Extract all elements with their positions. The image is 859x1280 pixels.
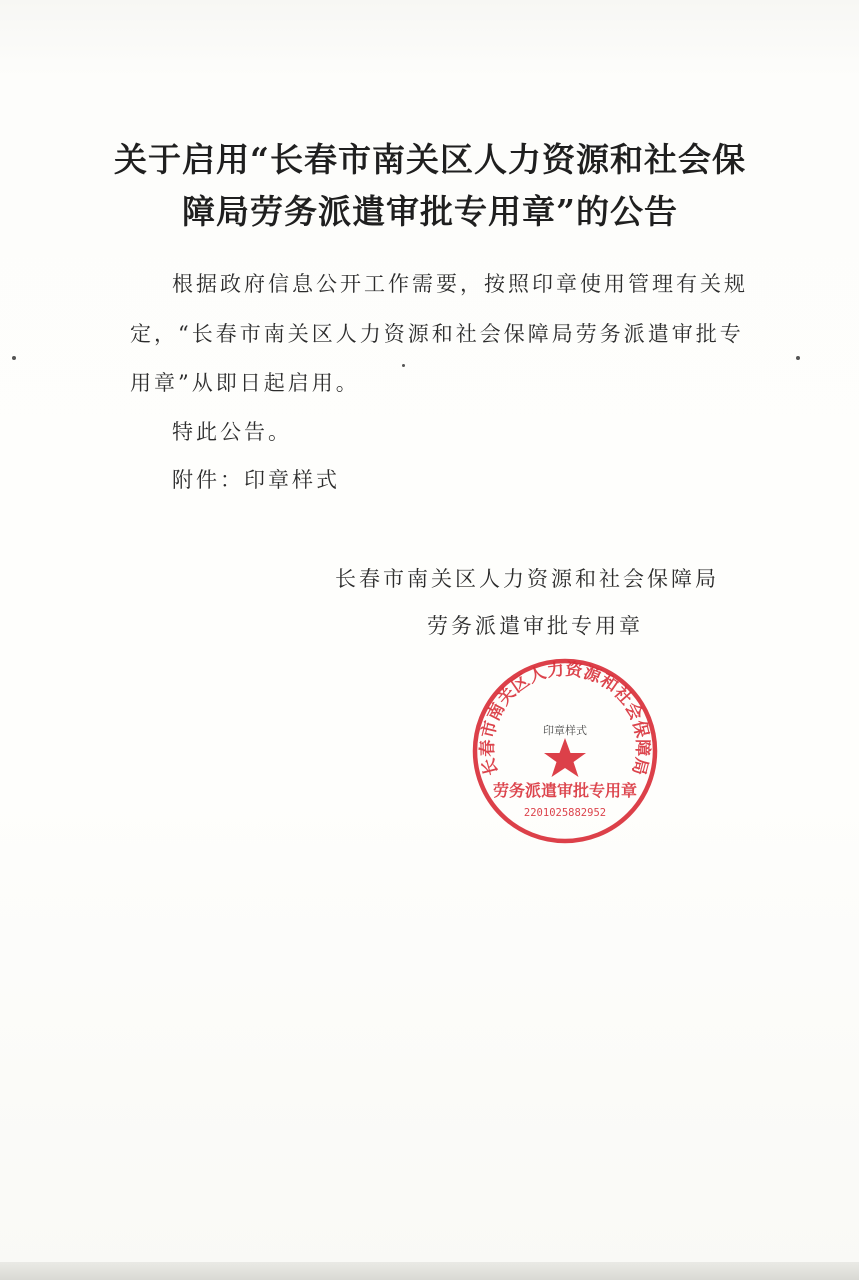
- body-paragraph-1-line-3: 用章”从即日起启用。: [130, 371, 360, 395]
- attachment-line: 附件：印章样式: [172, 468, 340, 492]
- official-seal-image: [470, 656, 660, 846]
- scan-speck: [12, 356, 16, 360]
- seal-bottom-text: 劳务派遣审批专用章: [492, 781, 638, 800]
- body-paragraph-1-line-1: 根据政府信息公开工作需要，按照印章使用管理有关规: [172, 272, 748, 296]
- signature-organization: 长春市南关区人力资源和社会保障局: [335, 567, 719, 591]
- seal-arc-text: 长春市南关区人力资源和社会保障局: [477, 659, 653, 778]
- seal-inner-label: 印章样式: [543, 724, 587, 737]
- scan-bottom-edge: [0, 1262, 859, 1280]
- scan-speck: [796, 356, 800, 360]
- scan-speck: [402, 364, 405, 367]
- seal-code: 2201025882952: [523, 807, 607, 819]
- seal-star-icon: [544, 738, 586, 777]
- body-paragraph-1-line-2: 定，“长春市南关区人力资源和社会保障局劳务派遣审批专: [130, 322, 744, 346]
- document-title-line-1: 关于启用“长春市南关区人力资源和社会保: [114, 140, 746, 179]
- signature-seal-name: 劳务派遣审批专用章: [427, 614, 643, 638]
- body-paragraph-2: 特此公告。: [172, 420, 292, 444]
- document-title-line-2: 障局劳务派遣审批专用章”的公告: [182, 192, 678, 231]
